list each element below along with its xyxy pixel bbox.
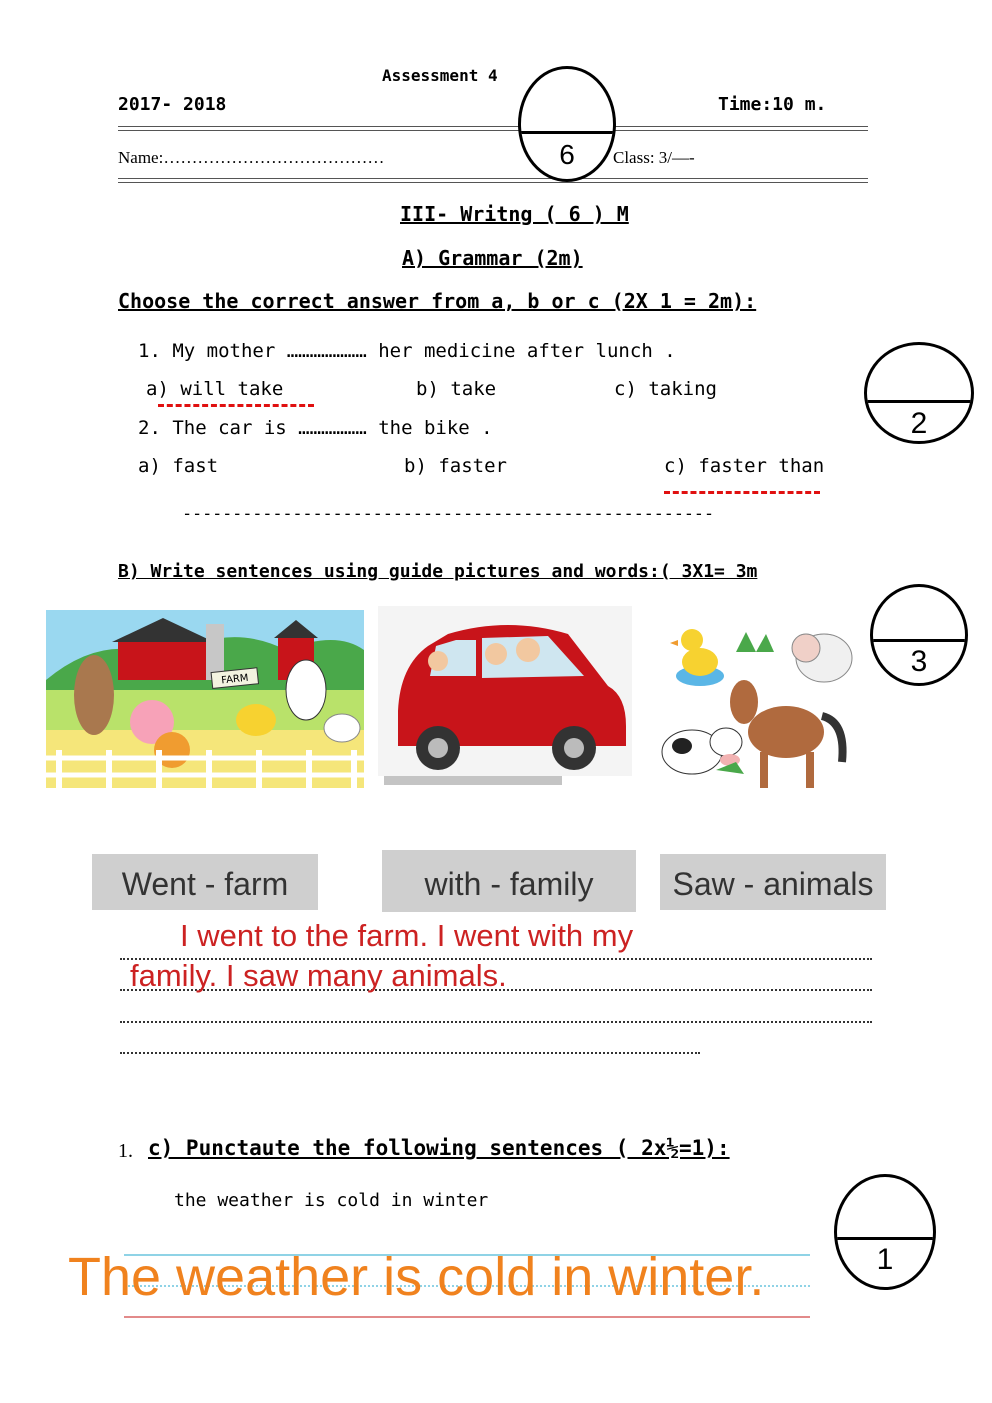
section-title: III- Writng ( 6 ) M <box>400 202 629 226</box>
answer-mark-q1 <box>158 404 314 407</box>
writing-score-value: 3 <box>910 645 928 678</box>
farm-sign-text: FARM <box>220 672 250 687</box>
class-field: Class: 3/—- <box>613 148 695 167</box>
animals-picture <box>656 612 856 796</box>
question-2-option-c: c) faster than <box>664 455 825 477</box>
guide-word-1: Went - farm <box>92 854 318 910</box>
time-limit: Time:10 m. <box>718 94 827 115</box>
punct-answer: The weather is cold in winter. <box>68 1247 765 1307</box>
school-year: 2017- 2018 <box>118 94 227 115</box>
question-1-option-c: c) taking <box>614 378 717 400</box>
grammar-title: A) Grammar (2m) <box>402 246 583 270</box>
punct-score-circle <box>834 1174 936 1290</box>
question-1-option-b: b) take <box>416 378 497 400</box>
assessment-title: Assessment 4 <box>382 66 498 85</box>
writing-title: B) Write sentences using guide pictures and words:( 3X1= 3m <box>118 561 758 582</box>
section-separator: ----------------------------------------------------- <box>182 504 714 524</box>
farm-picture <box>46 610 364 788</box>
grammar-score-circle <box>864 342 974 444</box>
question-1-option-a: a) will take <box>146 378 284 400</box>
car-picture <box>378 606 632 788</box>
answer-mark-q2 <box>664 491 820 494</box>
writing-line-4 <box>120 1052 700 1054</box>
guide-word-3: Saw - animals <box>660 854 886 910</box>
punct-score-value: 1 <box>876 1243 894 1276</box>
writing-score-circle <box>870 584 968 686</box>
header-divider-bottom <box>118 178 868 183</box>
grammar-score-value: 2 <box>910 407 928 440</box>
guide-word-2: with - family <box>382 850 636 912</box>
name-field: Name:………………………………… <box>118 148 385 167</box>
header-divider-top <box>118 126 868 131</box>
question-2-option-a: a) fast <box>138 455 219 477</box>
grammar-instruction: Choose the correct answer from a, b or c (2X 1 = 2m): <box>118 289 757 313</box>
writing-line-3 <box>120 1021 872 1023</box>
punct-title: c) Punctaute the following sentences ( 2x½=1): <box>148 1136 730 1160</box>
punct-sentence: the weather is cold in winter <box>174 1190 489 1211</box>
question-2-option-b: b) faster <box>404 455 507 477</box>
handwriting-base-line <box>124 1316 810 1318</box>
student-answer-line-2: family. I saw many animals. <box>130 958 507 993</box>
question-1-stem: 1. My mother ………………… her medicine after lunch . <box>138 340 676 362</box>
punct-number: 1. <box>118 1140 133 1162</box>
total-score-circle <box>518 66 616 182</box>
student-answer-line-1: I went to the farm. I went with my <box>180 918 634 953</box>
total-score-value: 6 <box>559 139 575 170</box>
question-2-stem: 2. The car is ……………… the bike . <box>138 417 493 439</box>
